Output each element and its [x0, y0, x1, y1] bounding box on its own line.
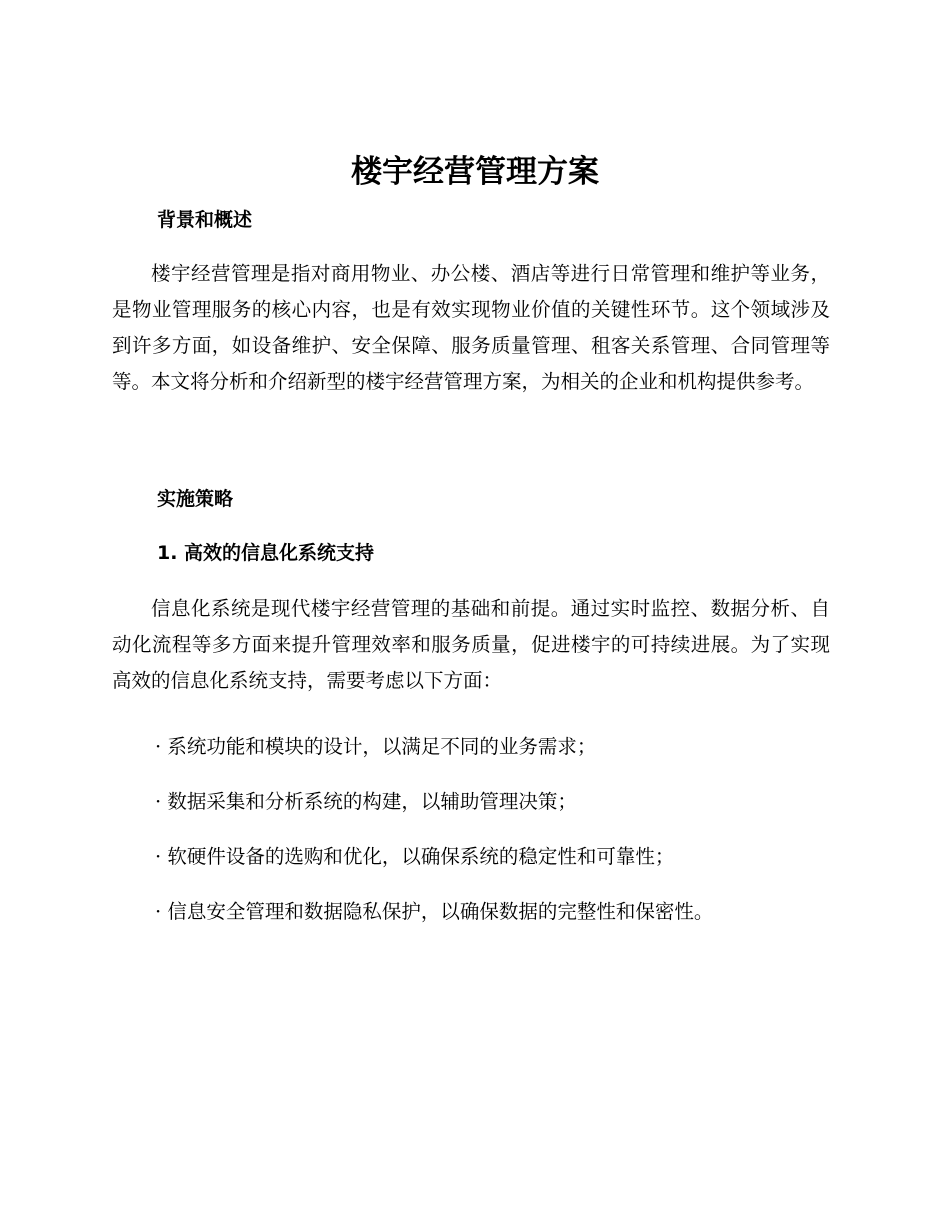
section-heading-strategy: 实施策略 — [157, 488, 234, 510]
subsection-heading-info-system: 1. 高效的信息化系统支持 — [157, 542, 375, 564]
bullet-item: · 软硬件设备的选购和优化，以确保系统的稳定性和可靠性； — [155, 845, 675, 868]
section-heading-background: 背景和概述 — [157, 209, 253, 231]
bullet-item: · 数据采集和分析系统的构建，以辅助管理决策； — [155, 790, 577, 813]
paragraph-info-system: 信息化系统是现代楼宇经营管理的基础和前提。通过实时监控、数据分析、自动化流程等多方面来提升管理效率和服务质量，促进楼宇的可持续进展。为了实现高效的信息化系统支持，需要考虑以下方面： — [112, 597, 830, 692]
bullet-item: · 信息安全管理和数据隐私保护，以确保数据的完整性和保密性。 — [155, 900, 714, 923]
paragraph-background: 楼宇经营管理是指对商用物业、办公楼、酒店等进行日常管理和维护等业务，是物业管理服务的核心内容，也是有效实现物业价值的关键性环节。这个领域涉及到许多方面，如设备维护、安全保障、服务质量管理、租客关系管理、合同管理等等。本文将分析和介绍新型的楼宇经营管理方案，为相关的企业和机构提供参考。 — [112, 262, 830, 393]
bullet-item: · 系统功能和模块的设计，以满足不同的业务需求； — [155, 735, 597, 758]
document-title: 楼宇经营管理方案 — [351, 154, 599, 190]
